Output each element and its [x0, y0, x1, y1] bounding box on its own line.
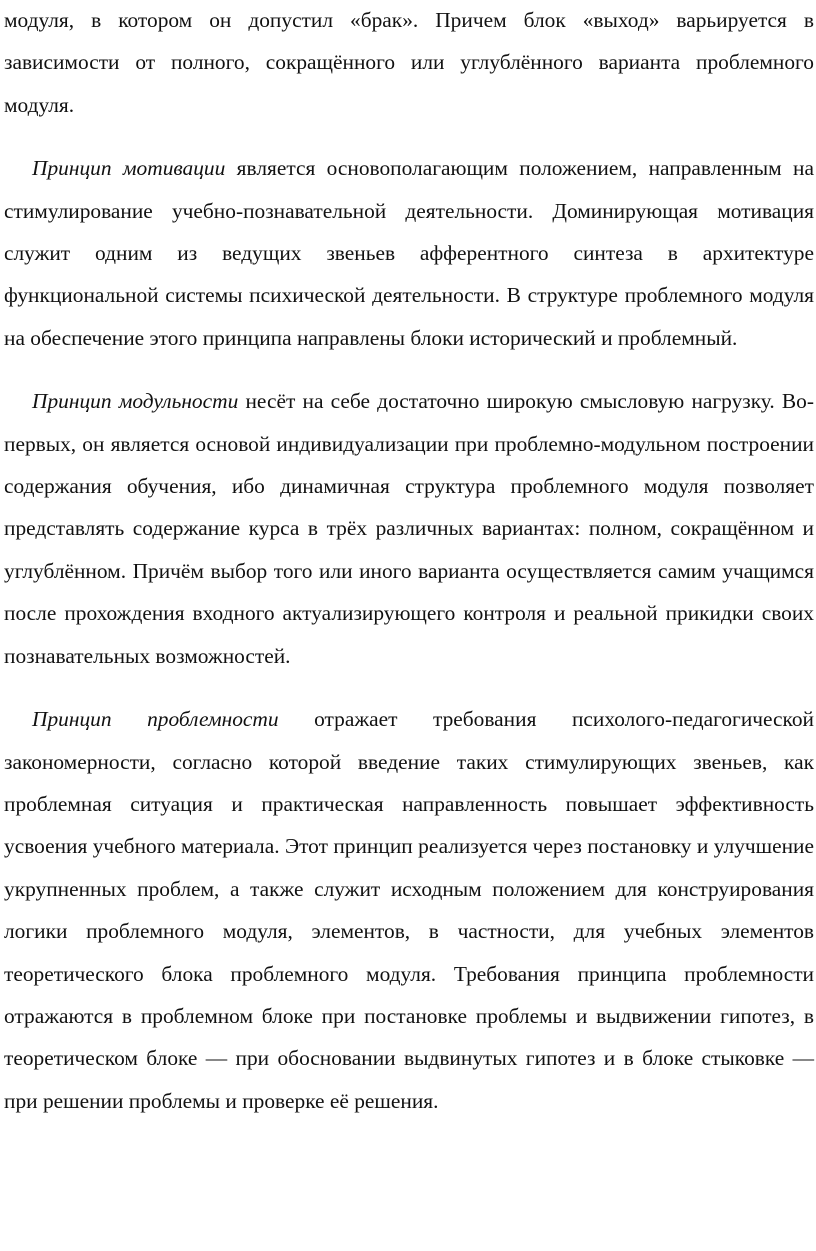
paragraph-module-exit-variants: [4, 0, 814, 126]
paragraph-text: модуля, в котором он допустил «брак». Причем блок «выход» варьируется в зависимости от полного, сокращённого или углублённого варианта проблемного модуля.: [4, 8, 814, 117]
paragraph-modularity-principle: [4, 380, 814, 677]
term-problem-principle: Принцип проблемности: [32, 707, 279, 732]
paragraph-gap: [4, 359, 814, 380]
paragraph-motivation-principle: [4, 147, 814, 359]
paragraph-text: несёт на себе достаточно широкую смысловую нагрузку. Во-первых, он является основой индивидуализации при проблемно-модульном построении содержания обучения, ибо динамичная структура проблемного модуля позволяет представлять содержание курса в трёх различных вариантах: полном, сокращённом и углублённом. Причём выбор того или иного варианта осуществляется самим учащимся после прохождения входного актуализирующего контроля и реальной прикидки своих познавательных возможностей.: [4, 389, 814, 668]
paragraph-gap: [4, 126, 814, 147]
term-motivation-principle: Принцип мотивации: [32, 156, 226, 181]
paragraph-problem-principle: [4, 698, 814, 1122]
paragraph-gap: [4, 677, 814, 698]
term-modularity-principle: Принцип модульности: [32, 389, 239, 414]
paragraph-text: отражает требования психолого-педагогической закономерности, согласно которой введение таких стимулирующих звеньев, как проблемная ситуация и практическая направленность повышает эффективность усвоения учебного материала. Этот принцип реализуется через постановку и улучшение укрупненных проблем, а также служит исходным положением для конструирования логики проблемного модуля, элементов, в частности, для учебных элементов теоретического блока проблемного модуля. Требования принципа проблемности отражаются в проблемном блоке при постановке проблемы и выдвижении гипотез, в теоретическом блоке — при обосновании выдвинутых гипотез и в блоке стыковке — при решении проблемы и проверке её решения.: [4, 707, 814, 1113]
paragraph-text: является основополагающим положением, направленным на стимулирование учебно-познавательной деятельности. Доминирующая мотивация служит одним из ведущих звеньев афферентного синтеза в архитектуре функциональной системы психической деятельности. В структуре проблемного модуля на обеспечение этого принципа направлены блоки исторический и проблемный.: [4, 156, 814, 350]
